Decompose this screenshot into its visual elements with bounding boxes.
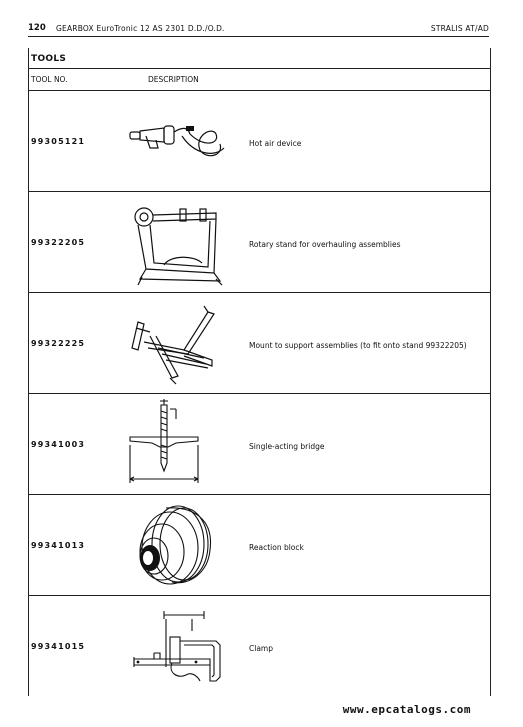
document-title: GEARBOX EuroTronic 12 AS 2301 D.D./O.D. — [56, 24, 225, 33]
column-header-row — [29, 69, 490, 91]
tool-description: Reaction block — [249, 543, 304, 552]
tool-number: 99341015 — [31, 642, 86, 651]
single-acting-bridge-icon — [124, 399, 234, 489]
tool-number: 99341003 — [31, 440, 86, 449]
column-header-tool-no: TOOL NO. — [31, 75, 68, 84]
reaction-block-icon — [124, 500, 234, 590]
tool-number: 99322225 — [31, 339, 86, 348]
table-row — [29, 293, 490, 394]
page-number: 120 — [28, 23, 46, 33]
page-header — [28, 22, 489, 37]
tool-description: Hot air device — [249, 139, 302, 148]
section-header — [29, 48, 490, 69]
table-row — [29, 596, 490, 695]
rotary-stand-icon — [124, 197, 234, 287]
tool-number: 99322205 — [31, 238, 86, 247]
clamp-icon — [124, 601, 234, 691]
tool-number: 99341013 — [31, 541, 86, 550]
mount-support-icon — [124, 298, 234, 388]
tool-description: Mount to support assemblies (to fit onto stand 99322205) — [249, 341, 467, 350]
tool-number: 99305121 — [31, 137, 86, 146]
tool-description: Rotary stand for overhauling assemblies — [249, 240, 401, 249]
table-row — [29, 91, 490, 192]
vehicle-model: STRALIS AT/AD — [430, 24, 489, 33]
tools-table — [28, 48, 491, 696]
tool-description: Single-acting bridge — [249, 442, 325, 451]
table-row — [29, 394, 490, 495]
table-row — [29, 192, 490, 293]
watermark[interactable]: www.epcatalogs.com — [342, 703, 471, 716]
tool-description: Clamp — [249, 644, 273, 653]
hot-air-device-icon — [124, 96, 234, 186]
section-title: TOOLS — [31, 54, 67, 64]
column-header-description: DESCRIPTION — [148, 75, 199, 84]
table-row — [29, 495, 490, 596]
